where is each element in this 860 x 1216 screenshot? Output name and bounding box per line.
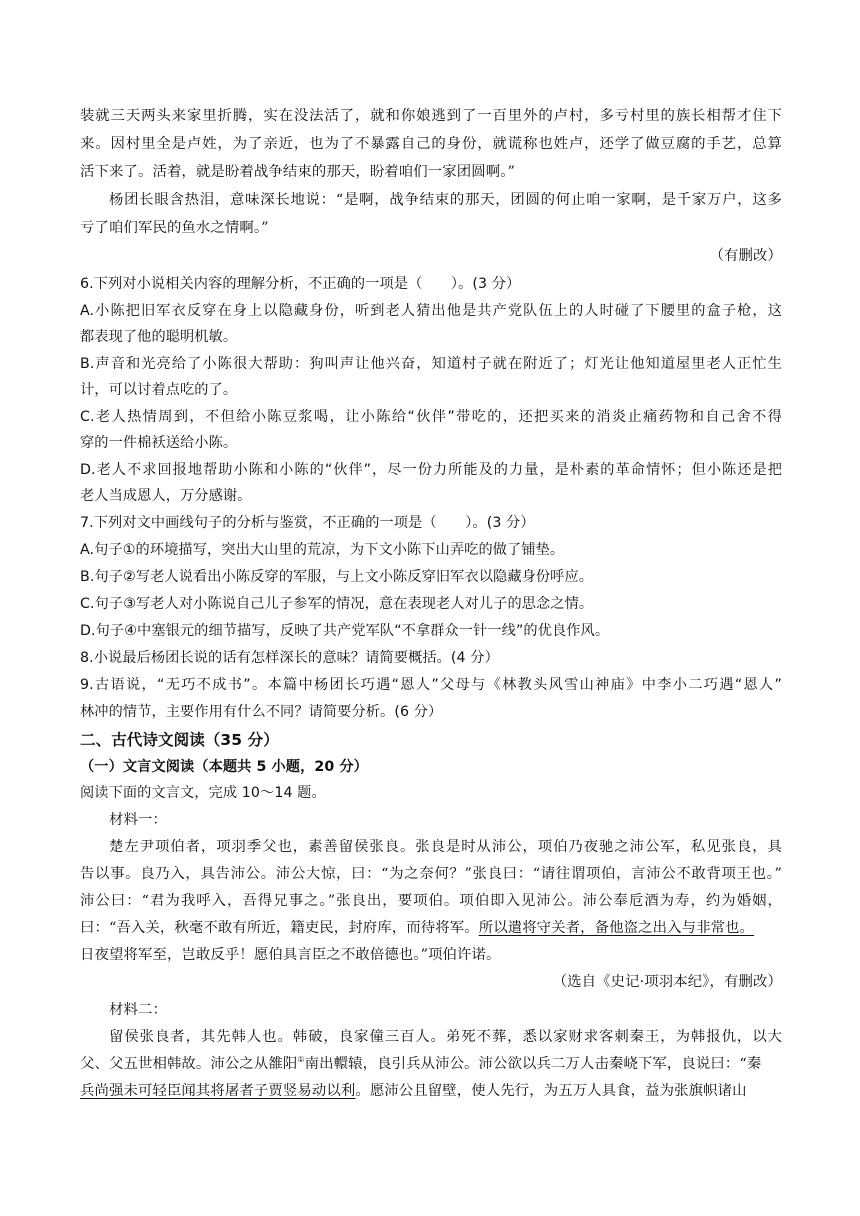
footnote-marker: ① xyxy=(297,1055,305,1064)
question-6-option-c-line1: C.老人热情周到，不但给小陈豆浆喝，让小陈给“伙伴”带吃的，还把买来的消炎止痛药物和自己舍不得 xyxy=(80,409,782,425)
story-p1-line1: 装就三天两头来家里折腾，实在没法活了，就和你娘逃到了一百里外的卢村，多亏村里的族长相帮才住下 xyxy=(80,108,782,124)
material-1-line5: 日夜望将军至，岂敢反乎！愿伯具言臣之不敢倍德也。”项伯许诺。 xyxy=(80,947,501,963)
question-8-stem: 8.小说最后杨团长说的话有怎样深长的意味？请简要概括。(4 分） xyxy=(80,650,499,666)
question-6-option-c-line2: 穿的一件棉袄送给小陈。 xyxy=(80,435,238,451)
question-7-stem: 7.下列对文中画线句子的分析与鉴赏，不正确的一项是（ ）。(3 分） xyxy=(80,515,535,531)
material-1-source: （选自《史记·项羽本纪》，有删改） xyxy=(552,974,782,990)
material-2-line2-text-a: 父、父五世相韩故。沛公之从雒阳 xyxy=(80,1056,298,1072)
material-1-line4-text: 曰：“吾入关，秋毫不敢有所近，籍吏民，封府库，而待将军。 xyxy=(80,920,479,936)
question-9-line1: 9.古语说，“无巧不成书”。本篇中杨团长巧遇“恩人”父母与《林教头风雪山神庙》中李小二巧遇“恩人” xyxy=(80,677,782,693)
material-2-line2 xyxy=(80,1052,782,1076)
section-2-title: 二、古代诗文阅读（35 分） xyxy=(80,731,279,749)
material-1-line1: 楚左尹项伯者，项羽季父也，素善留侯张良。张良是时从沛公，项伯乃夜驰之沛公军，私见张良，具 xyxy=(109,839,782,855)
material-2-label: 材料二： xyxy=(109,1002,167,1018)
question-6-option-a-line1: A.小陈把旧军衣反穿在身上以隐藏身份，听到老人猜出他是共产党队伍上的人时碰了下腰里的盒子枪，这 xyxy=(80,303,782,319)
story-p1-line2: 来。因村里全是卢姓，为了亲近，也为了不暴露自己的身份，就谎称也姓卢，还学了做豆腐的手艺，总算 xyxy=(80,136,782,152)
story-p2-line1: 杨团长眼含热泪，意味深长地说：“是啊，战争结束的那天，团圆的何止咱一家啊，是千家万户，这多 xyxy=(109,192,782,208)
question-7-option-b: B.句子②写老人说看出小陈反穿的军服，与上文小陈反穿旧军衣以隐藏身份呼应。 xyxy=(80,569,594,585)
material-2-line3 xyxy=(80,1079,782,1103)
question-7-option-d: D.句子④中塞银元的细节描写，反映了共产党军队“不拿群众一针一线”的优良作风。 xyxy=(80,623,610,639)
material-1-label: 材料一： xyxy=(109,812,167,828)
subsection-1-title: （一）文言文阅读（本题共 5 小题，20 分） xyxy=(80,759,368,775)
question-9-line2: 林冲的情节，主要作用有什么不同？请简要分析。(6 分） xyxy=(80,704,443,720)
underlined-sentence-1: 所以遣将守关者，备他盗之出入与非常也。 xyxy=(478,920,755,936)
material-1-line2: 告以事。良乃入，具告沛公。沛公大惊，曰：“为之奈何？”张良曰：“请往谓项伯，言沛公不敢背项王也。” xyxy=(80,866,782,882)
material-1-line3: 沛公曰：“君为我呼入，吾得兄事之。”张良出，要项伯。项伯即入见沛公。沛公奉卮酒为寿，约为婚姻， xyxy=(80,893,782,909)
question-6-stem: 6.下列对小说相关内容的理解分析，不正确的一项是（ ）。(3 分） xyxy=(80,276,521,292)
material-2-line1: 留侯张良者，其先韩人也。韩破，良家僮三百人。弟死不葬，悉以家财求客刺秦王，为韩报仇，以大 xyxy=(109,1029,782,1045)
story-p2-line2: 亏了咱们军民的鱼水之情啊。” xyxy=(80,220,269,236)
question-7-option-c: C.句子③写老人对小陈说自己儿子参军的情况，意在表现老人对儿子的思念之情。 xyxy=(80,596,594,612)
question-6-option-a-line2: 都表现了他的聪明机敏。 xyxy=(80,329,238,345)
question-7-option-a: A.句子①的环境描写，突出大山里的荒凉，为下文小陈下山弄吃的做了铺垫。 xyxy=(80,542,565,558)
material-2-line3-text: 。愿沛公且留壁，使人先行，为五万人具食，益为张旗帜诸山 xyxy=(355,1083,747,1099)
edit-note: （有删改） xyxy=(709,248,782,264)
story-p1-line3: 活下来了。活着，就是盼着战争结束的那天，盼着咱们一家团圆啊。” xyxy=(80,164,515,180)
reading-instruction: 阅读下面的文言文，完成 10～14 题。 xyxy=(80,785,326,801)
question-6-option-d-line2: 老人当成恩人，万分感谢。 xyxy=(80,488,252,504)
material-1-line4 xyxy=(80,916,782,940)
material-2-line2-text-b: 南出轘辕，良引兵从沛公。沛公欲以兵二万人击秦峣下军，良说曰：“秦 xyxy=(304,1056,762,1072)
question-6-option-b-line2: 计，可以讨着点吃的了。 xyxy=(80,382,238,398)
question-6-option-d-line1: D.老人不求回报地帮助小陈和小陈的“伙伴”，尽一份力所能及的力量，是朴素的革命情怀；但小陈还是把 xyxy=(80,462,782,478)
question-6-option-b-line1: B.声音和光亮给了小陈很大帮助：狗叫声让他兴奋，知道村子就在附近了；灯光让他知道屋里老人正忙生 xyxy=(80,356,782,372)
underlined-sentence-2: 兵尚强未可轻臣闻其将屠者子贾竖易动以利 xyxy=(80,1083,356,1099)
